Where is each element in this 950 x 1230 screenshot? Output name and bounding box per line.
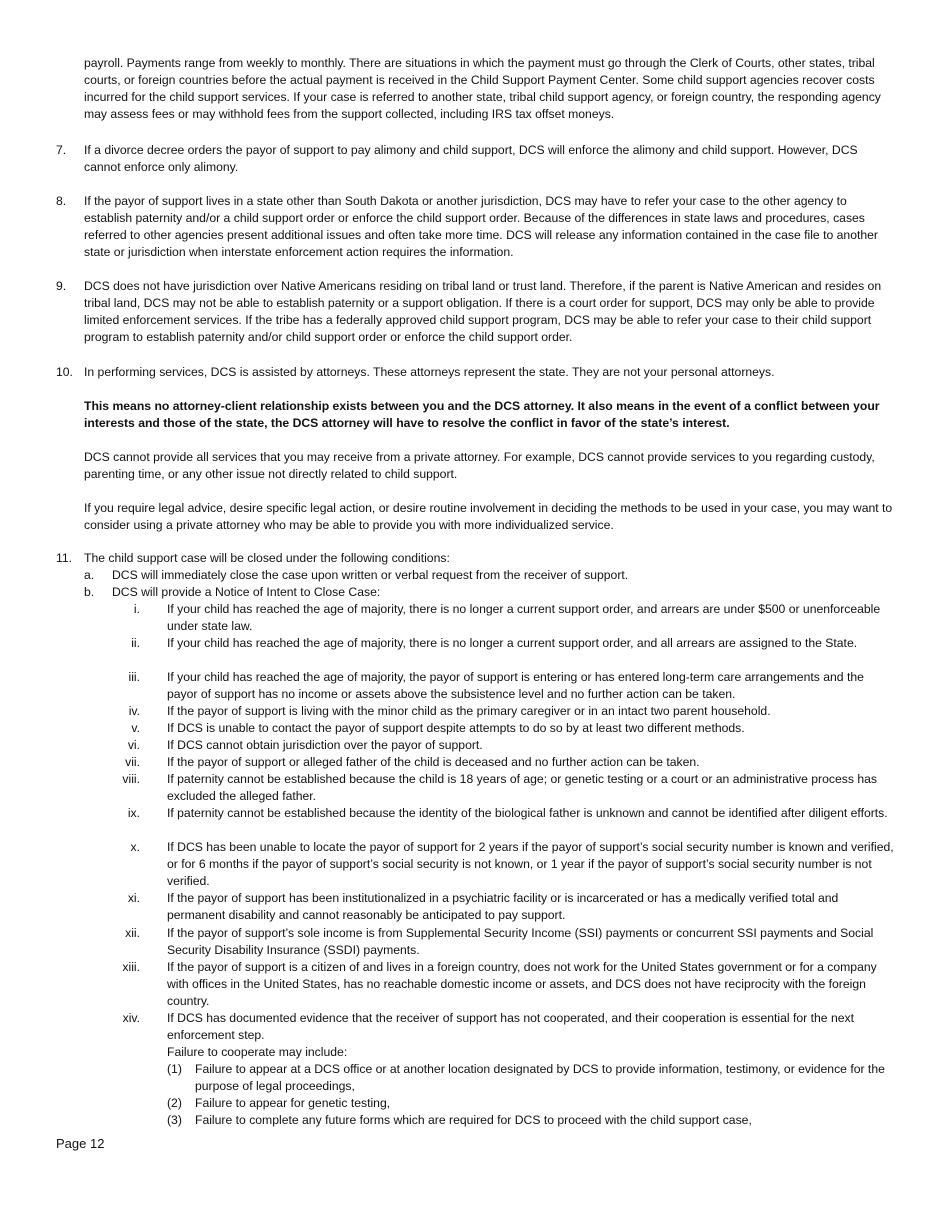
sub-item-a-label: a. (84, 568, 95, 582)
condition-label: iv. (128, 704, 140, 718)
condition-label: v. (131, 721, 140, 735)
item-11-number: 11. (56, 551, 73, 565)
condition-label: iii. (128, 670, 140, 684)
failure-text: Failure to complete any future forms which are required for DCS to proceed with the child support case, (195, 1113, 752, 1127)
condition-label: xi. (127, 891, 140, 905)
condition-label: xii. (125, 926, 140, 940)
condition-text: If the payor of support’s sole income is from Supplemental Security Income (SSI) payments or concurrent SSI payments and Social Security Disability Insurance (SSDI) payments. (167, 926, 874, 957)
condition-text: If the payor of support is living with the minor child as the primary caregiver or in an intact two parent household. (167, 704, 771, 718)
failure-label: (1) (167, 1062, 182, 1076)
failure-text: Failure to appear at a DCS office or at another location designated by DCS to provide information, testimony, or evidence for the purpose of legal proceedings, (195, 1062, 885, 1093)
condition-text: If your child has reached the age of majority, there is no longer a current support order, and arrears are under $500 or unenforceable under state law. (167, 602, 881, 633)
condition-text: If the payor of support is a citizen of and lives in a foreign country, does not work for the United States government or for a company with offices in the United States, has no reachable domestic income or assets, and DCS does not have reciprocity with the foreign country. (167, 960, 877, 1008)
condition-label: vii. (125, 755, 140, 769)
condition-label: viii. (122, 772, 140, 786)
condition-text: If your child has reached the age of majority, there is no longer a current support order, and all arrears are assigned to the State. (167, 636, 858, 650)
item-7-text: If a divorce decree orders the payor of support to pay alimony and child support, DCS will enforce the alimony and child support. However, DCS cannot enforce only alimony. (84, 143, 858, 174)
item-10-paragraph-3: If you require legal advice, desire specific legal action, or desire routine involvement in deciding the methods to be used in your case, you may want to consider using a private attorney who may be able to provide you with more individualized service. (84, 501, 893, 532)
failure-intro: Failure to cooperate may include: (167, 1045, 348, 1059)
condition-text: If paternity cannot be established because the identity of the biological father is unknown and cannot be identified after diligent efforts. (167, 806, 888, 820)
intro-paragraph: payroll. Payments range from weekly to monthly. There are situations in which the payment must go through the Clerk of Courts, other states, tribal courts, or foreign countries before the actual payment is received in the Child Support Payment Center. Some child support agencies recover costs incurred for the child support services. If your case is referred to another state, tribal child support agency, or foreign country, the responding agency may assess fees or may withhold fees from the support collected, including IRS tax offset moneys. (84, 56, 881, 121)
item-10-paragraph-2: DCS cannot provide all services that you may receive from a private attorney. For example, DCS cannot provide services to you regarding custody, parenting time, or any other issue not directly related to child support. (84, 450, 875, 481)
item-10-text: In performing services, DCS is assisted by attorneys. These attorneys represent the state. They are not your personal attorneys. (84, 365, 775, 379)
condition-text: If DCS has been unable to locate the payor of support for 2 years if the payor of support’s social security number is known and verified, or for 6 months if the payor of support’s social security is not known, or 1 year if the payor of support’s social security number is not verified. (167, 840, 894, 888)
sub-item-a-text: DCS will immediately close the case upon written or verbal request from the receiver of support. (112, 568, 629, 582)
condition-text: If paternity cannot be established because the child is 18 years of age; or genetic testing or a court or an administrative process has excluded the alleged father. (167, 772, 877, 803)
condition-label: vi. (127, 738, 140, 752)
condition-label: ix. (127, 806, 140, 820)
condition-text: If the payor of support has been institutionalized in a psychiatric facility or is incarcerated or has a medically verified total and permanent disability and cannot reasonably be anticipated to pay support. (167, 891, 839, 922)
failure-label: (2) (167, 1096, 182, 1110)
condition-label: xiii. (122, 960, 140, 974)
failure-label: (3) (167, 1113, 182, 1127)
condition-label: x. (130, 840, 140, 854)
condition-text: If the payor of support or alleged father of the child is deceased and no further action can be taken. (167, 755, 700, 769)
condition-text: If your child has reached the age of majority, the payor of support is entering or has entered long-term care arrangements and the payor of support has no income or assets above the subsistence level and no further action can be taken. (167, 670, 864, 701)
item-7-number: 7. (56, 143, 67, 157)
item-8-number: 8. (56, 194, 67, 208)
item-8-text: If the payor of support lives in a state other than South Dakota or another jurisdiction, DCS may have to refer your case to the other agency to establish paternity and/or a child support order or enforce the child support order. Because of the differences in state laws and procedures, cases referred to other agencies present additional issues and often take more time. DCS will release any information contained in the case file to another state or jurisdiction when interstate enforcement action requires the information. (84, 194, 878, 259)
condition-text: If DCS has documented evidence that the receiver of support has not cooperated, and their cooperation is essential for the next enforcement step. (167, 1011, 854, 1042)
condition-text: If DCS is unable to contact the payor of support despite attempts to do so by at least two different methods. (167, 721, 745, 735)
page-number: Page 12 (56, 1136, 105, 1151)
item-11-text: The child support case will be closed under the following conditions: (84, 551, 450, 565)
condition-text: If DCS cannot obtain jurisdiction over the payor of support. (167, 738, 483, 752)
item-10-bold-notice: This means no attorney-client relationship exists between you and the DCS attorney. It also means in the event of a conflict between your interests and those of the state, the DCS attorney will have to resolve the conflict in favor of the state’s interest. (84, 399, 880, 430)
failure-text: Failure to appear for genetic testing, (195, 1096, 391, 1110)
item-10-number: 10. (56, 365, 73, 379)
item-9-text: DCS does not have jurisdiction over Native Americans residing on tribal land or trust land. Therefore, if the parent is Native American and resides on tribal land, DCS may not be able to establish paternity or a support obligation. If there is a court order for support, DCS may only be able to provide limited enforcement services. If the tribe has a federally approved child support program, DCS may be able to refer your case to their child support program to establish paternity and/or child support order or enforce the child support order. (84, 279, 882, 344)
condition-label: xiv. (122, 1011, 140, 1025)
sub-item-b-label: b. (84, 585, 95, 599)
condition-label: i. (133, 602, 140, 616)
condition-label: ii. (131, 636, 140, 650)
item-9-number: 9. (56, 279, 67, 293)
sub-item-b-text: DCS will provide a Notice of Intent to Close Case: (112, 585, 381, 599)
